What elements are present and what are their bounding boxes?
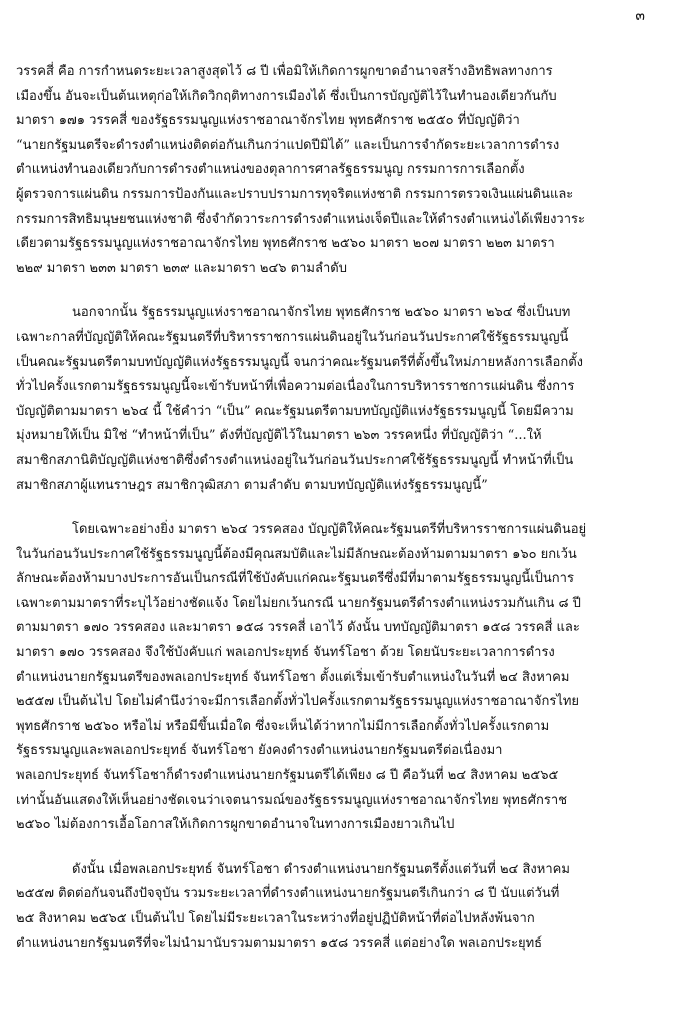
text-line: เท่านั้นอันแสดงให้เห็นอย่างชัดเจนว่าเจตนารมณ์ของรัฐธรรมนูญแห่งราชอาณาจักรไทย พุทธศักราช	[16, 792, 568, 808]
text-line: เฉพาะตามมาตราที่ระบุไว้อย่างชัดแจ้ง โดยไม่ยกเว้นกรณี นายกรัฐมนตรีดำรงตำแหน่งรวมกันเกิน ๘ ปี	[16, 595, 581, 611]
text-line: มาตรา ๑๗๑ วรรคสี่ ของรัฐธรรมนูญแห่งราชอาณาจักรไทย พุทธศักราช ๒๕๕๐ ที่บัญญัติว่า	[16, 113, 520, 129]
text-line: ลักษณะต้องห้ามบางประการอันเป็นกรณีที่ใช้บังคับแก่คณะรัฐมนตรีซึ่งมีที่มาตามรัฐธรรมนูญนี้เป็นการ	[16, 571, 574, 587]
page-number: ๓	[635, 8, 645, 24]
text-line: ในวันก่อนวันประกาศใช้รัฐธรรมนูญนี้ต้องมีคุณสมบัติและไม่มีลักษณะต้องห้ามตามมาตรา ๑๖๐ ยกเว้น	[16, 546, 577, 562]
text-line: สมาชิกสภานิติบัญญัติแห่งชาติซึ่งดำรงตำแหน่งอยู่ในวันก่อนวันประกาศใช้รัฐธรรมนูญนี้ ทำหน้าที่เป็น	[16, 452, 574, 468]
text-line: สมาชิกสภาผู้แทนราษฎร สมาชิกวุฒิสภา ตามลำดับ ตามบทบัญญัติแห่งรัฐธรรมนูญนี้”	[16, 477, 488, 493]
text-line: ๒๕๕๗ เป็นต้นไป โดยไม่คำนึงว่าจะมีการเลือกตั้งทั่วไปครั้งแรกตามรัฐธรรมนูญแห่งราชอาณาจักรไทย	[16, 694, 580, 710]
text-line: ตามมาตรา ๑๗๐ วรรคสอง และมาตรา ๑๕๘ วรรคสี่ เอาไว้ ดังนั้น บทบัญญัติมาตรา ๑๕๘ วรรคสี่ และ	[16, 620, 580, 636]
text-line: มุ่งหมายให้เป็น มิใช่ “ทำหน้าที่เป็น” ดังที่บัญญัติไว้ในมาตรา ๒๖๓ วรรคหนึ่ง ที่บัญญัติว่า “...ให้	[16, 428, 542, 444]
paragraph-4	[16, 858, 656, 956]
text-line: เป็นคณะรัฐมนตรีตามบทบัญญัติแห่งรัฐธรรมนูญนี้ จนกว่าคณะรัฐมนตรีที่ตั้งขึ้นใหม่ภายหลังการเลือกตั้ง	[16, 354, 584, 370]
text-line: พลเอกประยุทธ์ จันทร์โอชาก็ดำรงตำแหน่งนายกรัฐมนตรีได้เพียง ๘ ปี คือวันที่ ๒๔ สิงหาคม ๒๕๖๕	[16, 768, 559, 784]
text-line: บัญญัติตามมาตรา ๒๖๔ นี้ ใช้คำว่า “เป็น” คณะรัฐมนตรีตามบทบัญญัติแห่งรัฐธรรมนูญนี้ โดยมีความ	[16, 403, 574, 419]
text-line: กรรมการสิทธิมนุษยชนแห่งชาติ ซึ่งจำกัดวาระการดำรงตำแหน่งเจ็ดปีและให้ดำรงตำแหน่งได้เพียงวาระ	[16, 211, 585, 227]
text-line: ทั่วไปครั้งแรกตามรัฐธรรมนูญนี้จะเข้ารับหน้าที่เพื่อความต่อเนื่องในการบริหารราชการแผ่นดิน ซึ่งการ	[16, 379, 575, 395]
text-line: ตำแหน่งนายกรัฐมนตรีที่จะไม่นำมานับรวมตามมาตรา ๑๕๘ วรรคสี่ แต่อย่างใด พลเอกประยุทธ์	[16, 935, 543, 951]
text-line: เมืองขึ้น อันจะเป็นต้นเหตุก่อให้เกิดวิกฤติทางการเมืองได้ ซึ่งเป็นการบัญญัติไว้ในทำนองเดียวกันกับ	[16, 88, 557, 104]
text-line: ตำแหน่งนายกรัฐมนตรีของพลเอกประยุทธ์ จันทร์โอชา ตั้งแต่เริ่มเข้ารับตำแหน่งในวันที่ ๒๔ สิงหาคม	[16, 669, 570, 685]
text-line: ผู้ตรวจการแผ่นดิน กรรมการป้องกันและปราบปรามการทุจริตแห่งชาติ กรรมการตรวจเงินแผ่นดินและ	[16, 186, 574, 202]
text-line: ดังนั้น เมื่อพลเอกประยุทธ์ จันทร์โอชา ดำรงตำแหน่งนายกรัฐมนตรีตั้งแต่วันที่ ๒๔ สิงหาคม	[72, 861, 570, 877]
text-line: มาตรา ๑๗๐ วรรคสอง จึงใช้บังคับแก่ พลเอกประยุทธ์ จันทร์โอชา ด้วย โดยนับระยะเวลาการดำรง	[16, 645, 555, 661]
text-line: ๒๕๖๐ ไม่ต้องการเอื้อโอกาสให้เกิดการผูกขาดอำนาจในทางการเมืองยาวเกินไป	[16, 817, 455, 833]
text-line: ตำแหน่งทำนองเดียวกับการดำรงตำแหน่งของตุลาการศาลรัฐธรรมนูญ กรรมการการเลือกตั้ง	[16, 162, 525, 178]
paragraph-1	[16, 60, 656, 281]
text-line: นอกจากนั้น รัฐธรรมนูญแห่งราชอาณาจักรไทย พุทธศักราช ๒๕๖๐ มาตรา ๒๖๔ ซึ่งเป็นบท	[72, 305, 571, 321]
text-line: พุทธศักราช ๒๕๖๐ หรือไม่ หรือมีขึ้นเมื่อใด ซึ่งจะเห็นได้ว่าหากไม่มีการเลือกตั้งทั่วไปครั้งแรกตาม	[16, 718, 550, 734]
document-body	[16, 60, 656, 976]
text-line: ๒๕ สิงหาคม ๒๕๖๕ เป็นต้นไป โดยไม่มีระยะเวลาในระหว่างที่อยู่ปฏิบัติหน้าที่ต่อไปหลังพ้นจาก	[16, 911, 535, 926]
text-line: ๒๒๙ มาตรา ๒๓๓ มาตรา ๒๓๙ และมาตรา ๒๔๖ ตามลำดับ	[16, 260, 347, 276]
text-line: รัฐธรรมนูญและพลเอกประยุทธ์ จันทร์โอชา ยังคงดำรงตำแหน่งนายกรัฐมนตรีต่อเนื่องมา	[16, 743, 503, 759]
text-line: โดยเฉพาะอย่างยิ่ง มาตรา ๒๖๔ วรรคสอง บัญญัติให้คณะรัฐมนตรีที่บริหารราชการแผ่นดินอยู่	[72, 522, 587, 538]
text-line: วรรคสี่ คือ การกำหนดระยะเวลาสูงสุดไว้ ๘ ปี เพื่อมิให้เกิดการผูกขาดอำนาจสร้างอิทธิพลทางการ	[16, 64, 553, 79]
text-line: เฉพาะกาลที่บัญญัติให้คณะรัฐมนตรีที่บริหารราชการแผ่นดินอยู่ในวันก่อนวันประกาศใช้รัฐธรรมนูญนี้	[16, 329, 569, 345]
paragraph-2	[16, 301, 656, 498]
text-line: “นายกรัฐมนตรีจะดำรงตำแหน่งติดต่อกันเกินกว่าแปดปีมิได้” และเป็นการจำกัดระยะเวลาการดำรง	[16, 137, 560, 153]
text-line: ๒๕๕๗ ติดต่อกันจนถึงปัจจุบัน รวมระยะเวลาที่ดำรงตำแหน่งนายกรัฐมนตรีเกินกว่า ๘ ปี นับแต่วันที่	[16, 886, 560, 902]
paragraph-3	[16, 518, 656, 838]
text-line: เดียวตามรัฐธรรมนูญแห่งราชอาณาจักรไทย พุทธศักราช ๒๕๖๐ มาตรา ๒๐๗ มาตรา ๒๒๓ มาตรา	[16, 236, 555, 252]
